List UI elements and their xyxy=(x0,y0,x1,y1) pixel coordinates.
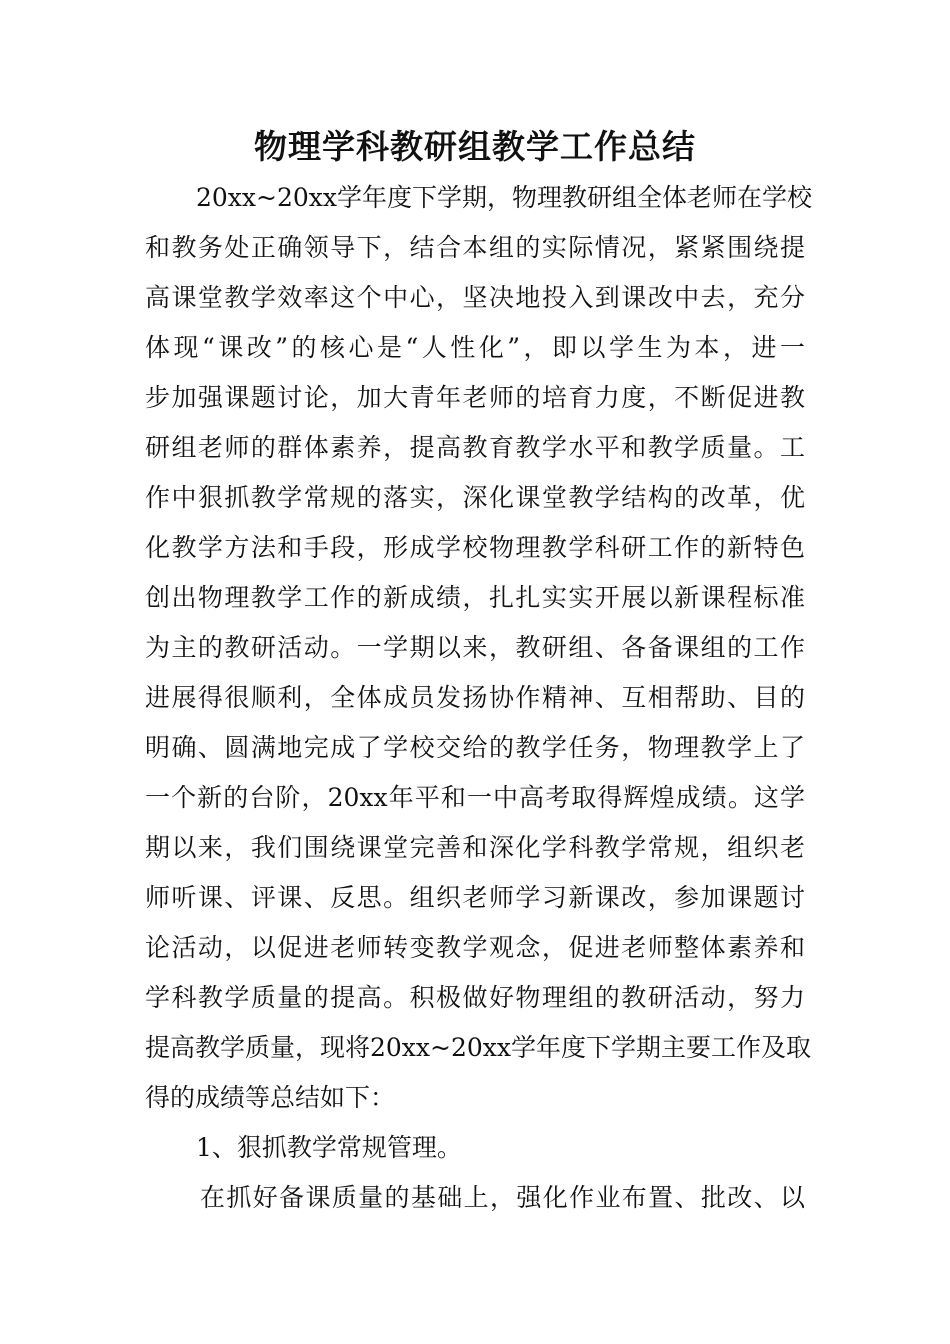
paragraph-line: 进展得很顺利，全体成员发扬协作精神、互相帮助、目的 xyxy=(145,683,805,712)
paragraph-line: 为主的教研活动。一学期以来，教研组、各备课组的工作 xyxy=(145,633,805,662)
section-heading: 1、狠抓教学常规管理。 xyxy=(196,1133,462,1162)
paragraph-line: 明确、圆满地完成了学校交给的教学任务，物理教学上了 xyxy=(145,733,805,762)
paragraph-line: 论活动，以促进老师转变教学观念，促进老师整体素养和 xyxy=(145,933,805,962)
document-title: 物理学科教研组教学工作总结 xyxy=(254,127,696,166)
paragraph-line: 20xx~20xx学年度下学期，物理教研组全体老师在学校 xyxy=(196,183,812,212)
paragraph-line: 高课堂教学效率这个中心，坚决地投入到课改中去，充分 xyxy=(145,283,805,312)
paragraph-line: 学科教学质量的提高。积极做好物理组的教研活动，努力 xyxy=(145,983,805,1012)
paragraph-line: 师听课、评课、反思。组织老师学习新课改，参加课题讨 xyxy=(145,883,805,912)
paragraph-line: 研组老师的群体素养，提高教育教学水平和教学质量。工 xyxy=(145,433,805,462)
paragraph-line: 期以来，我们围绕课堂完善和深化学科教学常规，组织老 xyxy=(145,833,805,862)
paragraph-line: 化教学方法和手段，形成学校物理教学科研工作的新特色 xyxy=(145,533,805,562)
paragraph-line: 体现“课改”的核心是“人性化”，即以学生为本，进一 xyxy=(145,333,805,362)
paragraph-line: 一个新的台阶，20xx年平和一中高考取得辉煌成绩。这学 xyxy=(145,783,805,812)
paragraph-line: 步加强课题讨论，加大青年老师的培育力度，不断促进教 xyxy=(145,383,805,412)
paragraph-line: 和教务处正确领导下，结合本组的实际情况，紧紧围绕提 xyxy=(145,233,805,262)
paragraph-line: 提高教学质量，现将20xx~20xx学年度下学期主要工作及取 xyxy=(145,1033,811,1062)
paragraph-line: 创出物理教学工作的新成绩，扎扎实实开展以新课程标准 xyxy=(145,583,805,612)
paragraph-line: 得的成绩等总结如下： xyxy=(145,1083,396,1112)
paragraph-line: 作中狠抓教学常规的落实，深化课堂教学结构的改革，优 xyxy=(145,483,805,512)
paragraph-line: 在抓好备课质量的基础上，强化作业布置、批改、以 xyxy=(200,1183,805,1212)
